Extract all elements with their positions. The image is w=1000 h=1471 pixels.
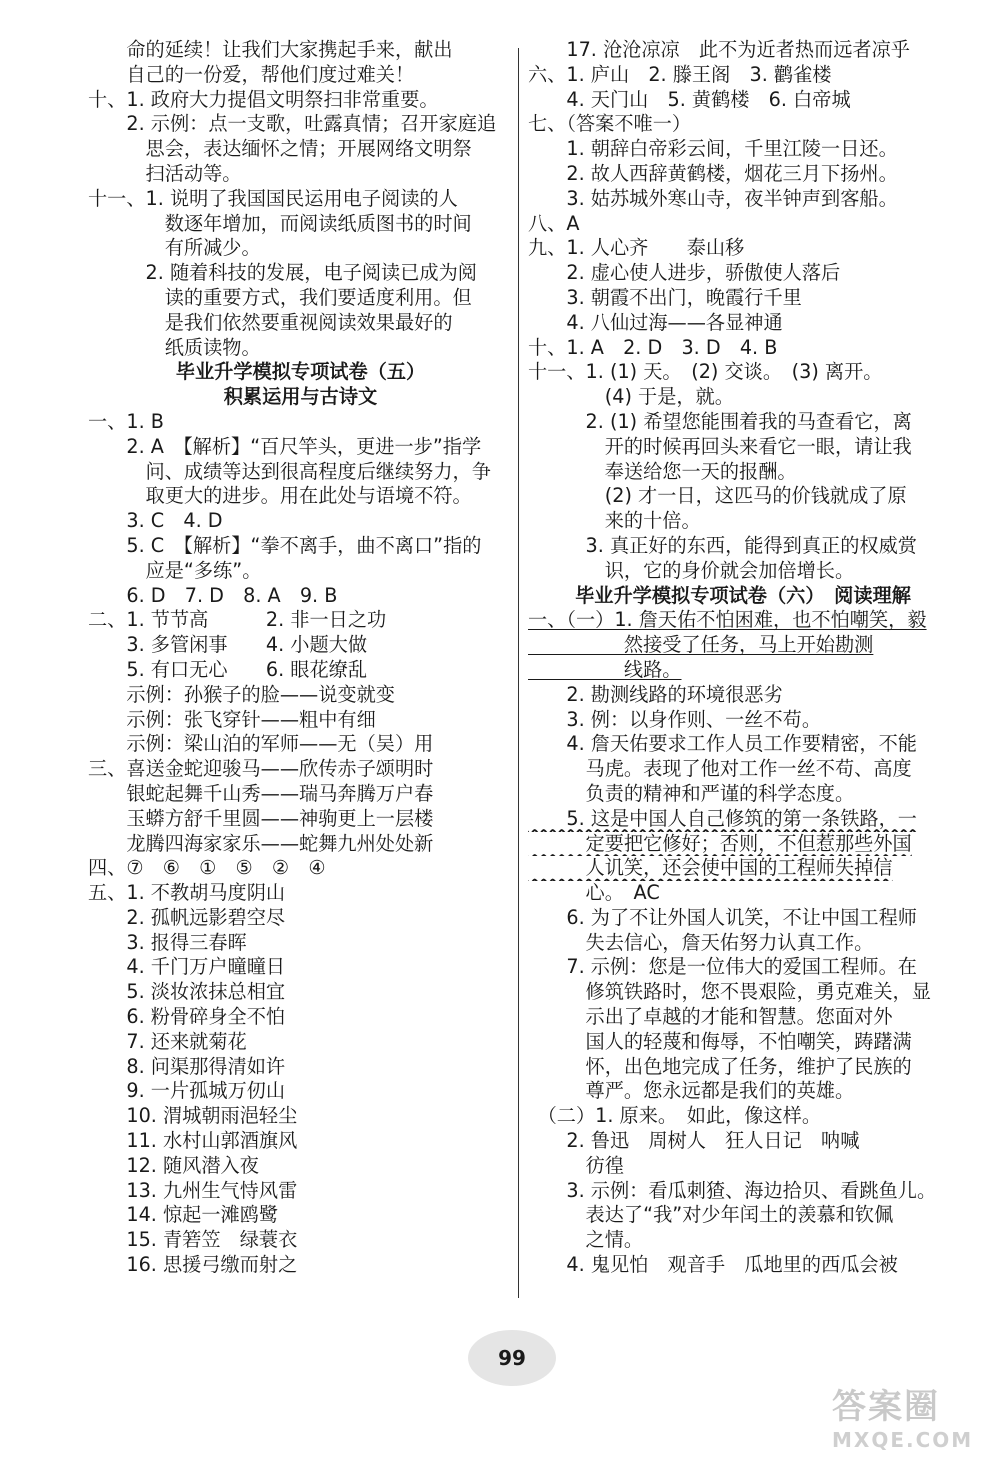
- watermark-logo: [832, 1379, 982, 1459]
- text-line: 命的延续！让我们大家携起手来，献出: [88, 38, 453, 61]
- text-line: 二、1. 节节高 2. 非一日之功: [88, 608, 387, 632]
- text-line: 读的重要方式，我们要适度利用。但: [88, 285, 472, 309]
- text-line: 四、⑦ ⑥ ① ⑤ ② ④: [88, 856, 326, 880]
- text-line: 14. 惊起一滩鸥鹭: [88, 1203, 279, 1227]
- text-line: 国人的轻蔑和侮辱，不怕嘲笑，踌躇满: [528, 1029, 912, 1053]
- text-line: 龙腾四海家家乐——蛇舞九州处处新: [88, 831, 434, 855]
- text-line: 负责的精神和严谨的科学态度。: [528, 781, 855, 805]
- text-line: 失去信心，詹天佑努力认真工作。: [528, 930, 874, 954]
- page-number-text: 99: [498, 1346, 526, 1370]
- text-line: 之情。: [528, 1228, 644, 1252]
- text-line: 然接受了任务，马上开始勘测: [528, 633, 874, 657]
- text-line: 3. 例：以身作则、一丝不苟。: [528, 707, 822, 731]
- text-line: 示出了卓越的才能和智慧。您面对外: [528, 1005, 893, 1029]
- text-line: 尊严。您永远都是我们的英雄。: [528, 1079, 855, 1103]
- text-line: 表达了“我”对少年闰土的羡慕和钦佩: [528, 1203, 894, 1227]
- text-line: 玉蟒方舒千里圆——神驹更上一层楼: [88, 806, 434, 830]
- text-line: （二）1. 原来。 如此，像这样。: [528, 1104, 822, 1128]
- text-line: 数逐年增加，而阅读纸质图书的时间: [88, 211, 472, 235]
- text-line: 3. 示例：看瓜刺猹、海边拾贝、看跳鱼儿。: [528, 1178, 937, 1202]
- text-line: 思会，表达缅怀之情；开展网络文明祭: [88, 137, 472, 161]
- text-line: 13. 九州生气恃风雷: [88, 1178, 298, 1202]
- text-line: 7. 示例：您是一位伟大的爱国工程师。在: [528, 955, 917, 979]
- text-line: 2. 勘测线路的环境很恶劣: [528, 682, 783, 706]
- text-line: 4. 詹天佑要求工作人员工作要精密，不能: [528, 732, 917, 756]
- text-line: 十一、1. (1) 天。 (2) 交谈。 (3) 离开。: [528, 360, 883, 384]
- text-line: 识，它的身价就会加倍增长。: [528, 558, 855, 582]
- text-line: 积累运用与古诗文: [223, 385, 378, 409]
- text-line: 定要把它修好；否则，不但惹那些外国: [528, 831, 912, 855]
- text-line: 4. 千门万户曈曈日: [88, 955, 286, 979]
- text-line: 10. 渭城朝雨浥轻尘: [88, 1104, 298, 1128]
- text-line: 17. 沧沧凉凉 此不为近者热而远者凉乎: [528, 38, 910, 61]
- text-line: 问、成绩等达到很高程度后继续努力，争: [88, 459, 491, 483]
- text-line: 人讥笑，还会使中国的工程师失掉信: [528, 856, 893, 880]
- text-line: 纸质读物。: [88, 335, 261, 359]
- text-line: 6. D 7. D 8. A 9. B: [88, 583, 338, 607]
- text-line: 2. 随着科技的发展，电子阅读已成为阅: [88, 261, 477, 285]
- text-line: 十、1. 政府大力提倡文明祭扫非常重要。: [88, 87, 439, 111]
- text-line: 3. 多管闲事 4. 小题大做: [88, 633, 368, 657]
- text-line: 八、A: [528, 211, 580, 235]
- text-line: 2. 示例：点一支歌，吐露真情；召开家庭追: [88, 112, 497, 136]
- text-line: 1. 朝辞白帝彩云间，千里江陵一日还。: [528, 137, 898, 161]
- text-line: 一、1. B: [88, 409, 164, 433]
- text-line: 12. 随风潜入夜: [88, 1153, 259, 1177]
- text-line: 16. 思援弓缴而射之: [88, 1253, 298, 1277]
- text-line: 2. (1) 希望您能围着我的马查看它，离: [528, 409, 912, 433]
- text-line: 取更大的进步。用在此处与语境不符。: [88, 484, 472, 508]
- left-column: [88, 38, 513, 1278]
- text-line: 是我们依然要重视阅读效果最好的: [88, 310, 453, 334]
- text-line: 3. 真正好的东西，能得到真正的权威赏: [528, 533, 917, 557]
- text-line: 心。 AC: [528, 881, 660, 905]
- text-line: (4) 于是，就。: [528, 385, 734, 409]
- watermark-sub: MXQE.COM: [832, 1428, 974, 1452]
- text-line: 2. A 【解析】“百尺竿头，更进一步”指学: [88, 434, 482, 458]
- text-line: 彷徨: [528, 1153, 624, 1177]
- text-line: 奉送给您一天的报酬。: [528, 459, 797, 483]
- page-number: [468, 1330, 556, 1386]
- text-line: 2. 鲁迅 周树人 狂人日记 呐喊: [528, 1129, 860, 1153]
- text-line: 4. 鬼见怕 观音手 瓜地里的西瓜会被: [528, 1253, 898, 1277]
- text-line: 8. 问渠那得清如许: [88, 1054, 286, 1078]
- text-line: 5. 这是中国人自己修筑的第一条铁路，一: [528, 806, 917, 830]
- text-line: 五、1. 不教胡马度阴山: [88, 881, 286, 905]
- text-line: 3. C 4. D: [88, 509, 223, 533]
- text-line: 3. 报得三春晖: [88, 930, 247, 954]
- text-line: 5. C 【解析】“拳不离手，曲不离口”指的: [88, 533, 482, 557]
- text-line: 3. 姑苏城外寒山寺，夜半钟声到客船。: [528, 186, 898, 210]
- text-line: 应是“多练”。: [88, 558, 262, 582]
- text-line: 十、1. A 2. D 3. D 4. B: [528, 335, 778, 359]
- text-line: 2. 孤帆远影碧空尽: [88, 905, 286, 929]
- text-line: 7. 还来就菊花: [88, 1029, 247, 1053]
- text-line: 毕业升学模拟专项试卷（六） 阅读理解: [575, 583, 911, 607]
- text-line: 九、1. 人心齐 泰山移: [528, 236, 745, 260]
- text-line: 六、1. 庐山 2. 滕王阁 3. 鹳雀楼: [528, 62, 832, 86]
- text-line: 一、（一）1. 詹天佑不怕困难，也不怕嘲笑，毅: [528, 608, 927, 632]
- text-line: 银蛇起舞千山秀——瑞马奔腾万户春: [88, 781, 434, 805]
- text-line: 6. 为了不让外国人讥笑，不让中国工程师: [528, 905, 917, 929]
- text-line: 三、喜送金蛇迎骏马——欣传赤子颂明时: [88, 757, 434, 781]
- text-line: 毕业升学模拟专项试卷（五）: [175, 360, 426, 384]
- text-line: 3. 朝霞不出门，晚霞行千里: [528, 285, 802, 309]
- text-line: 有所减少。: [88, 236, 261, 260]
- text-line: 十一、1. 说明了我国国民运用电子阅读的人: [88, 186, 458, 210]
- watermark-main: 答案圈: [832, 1387, 940, 1427]
- text-line: 来的十倍。: [528, 509, 701, 533]
- text-line: 15. 青箬笠 绿蓑衣: [88, 1228, 298, 1252]
- column-divider: [518, 48, 519, 1298]
- text-line: 9. 一片孤城万仞山: [88, 1079, 286, 1103]
- text-line: 示例：张飞穿针——粗中有细: [88, 707, 376, 731]
- text-line: 线路。: [528, 657, 682, 681]
- text-line: 自己的一份爱，帮他们度过难关！: [88, 62, 415, 86]
- text-line: 开的时候再回头来看它一眼，请让我: [528, 434, 912, 458]
- text-line: 示例：梁山泊的军师——无（吴）用: [88, 732, 434, 756]
- text-line: 5. 有口无心 6. 眼花缭乱: [88, 657, 368, 681]
- text-line: 5. 淡妆浓抹总相宜: [88, 980, 286, 1004]
- text-line: 马虎。表现了他对工作一丝不苟、高度: [528, 757, 912, 781]
- text-line: 4. 八仙过海——各显神通: [528, 310, 783, 334]
- text-line: 怀，出色地完成了任务，维护了民族的: [528, 1054, 912, 1078]
- text-line: 扫活动等。: [88, 161, 242, 185]
- text-line: (2) 才一日，这匹马的价钱就成了原: [528, 484, 907, 508]
- text-line: 4. 天门山 5. 黄鹤楼 6. 白帝城: [528, 87, 851, 111]
- right-column: [528, 38, 958, 1278]
- text-line: 2. 故人西辞黄鹤楼，烟花三月下扬州。: [528, 161, 898, 185]
- text-line: 七、（答案不唯一）: [528, 112, 692, 136]
- text-line: 修筑铁路时，您不畏艰险，勇克难关，显: [528, 980, 931, 1004]
- text-line: 6. 粉骨碎身全不怕: [88, 1005, 286, 1029]
- text-line: 示例：孙猴子的脸——说变就变: [88, 682, 395, 706]
- text-line: 2. 虚心使人进步，骄傲使人落后: [528, 261, 841, 285]
- text-line: 11. 水村山郭酒旗风: [88, 1129, 298, 1153]
